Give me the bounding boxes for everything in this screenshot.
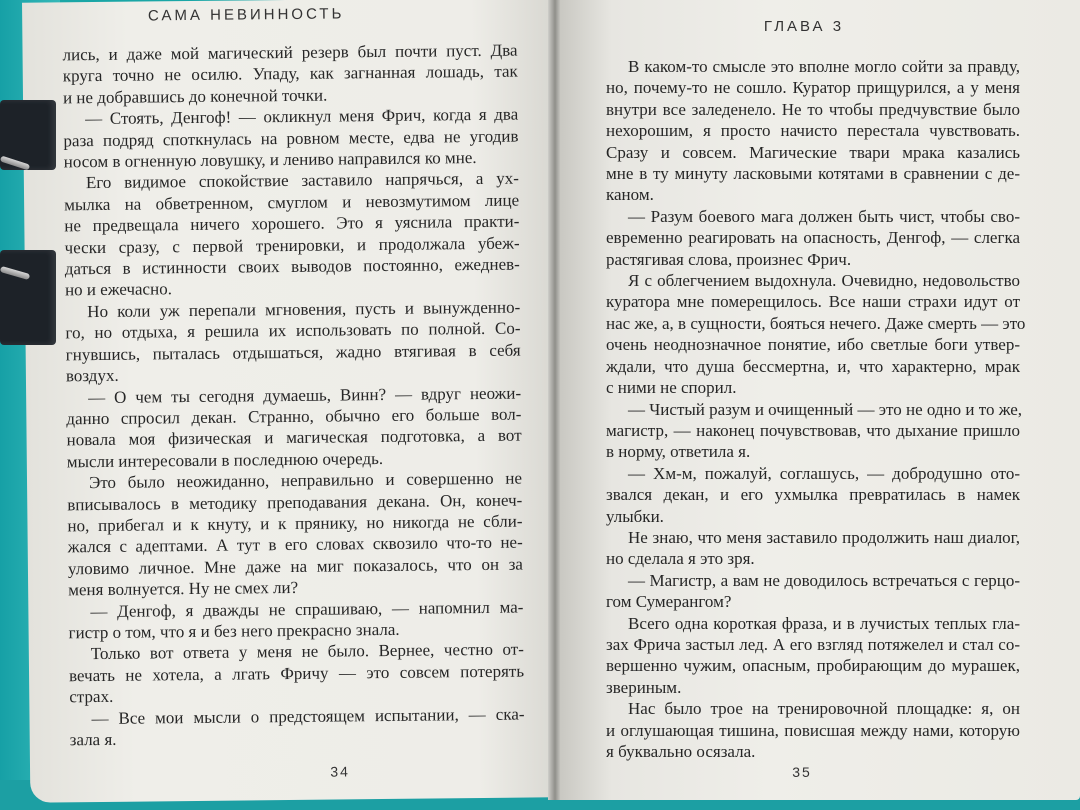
text-line: звериным. (606, 677, 682, 697)
text-line: с ними не спорил. (606, 378, 737, 398)
text-line: жался с адептами. А тут в его словах сквозило что-то не- (67, 532, 523, 557)
text-line: магистр, — наконец почувствовав, что дыхание пришло (606, 420, 1020, 440)
right-page (560, 0, 1080, 800)
running-head-right: ГЛАВА 3 (763, 18, 845, 35)
text-line: евременно реагировать на опасность, Денгоф, — слегка (606, 228, 1020, 248)
text-line: Только вот ответа у меня не было. Вернее, честно от- (90, 639, 524, 664)
page-number-left: 34 (330, 763, 350, 780)
text-line: страх. (69, 687, 114, 707)
text-line: Я с облегчением выдохнула. Очевидно, недовольство (628, 271, 1020, 291)
text-line: данно спросил декан. Странно, обычно его больше вол- (66, 404, 522, 429)
text-line: — Стоять, Денгоф! — окликнул меня Фрич, когда я два (85, 104, 519, 129)
text-line: вершенно чужим, опасным, пробирающим до мурашек, (606, 656, 1020, 676)
text-line: Не знаю, что меня заставило продолжить наш диалог, (628, 527, 1020, 547)
text-line: но, прибегал и к кнуту, и к прянику, но никогда не сбли- (67, 511, 523, 536)
text-line: мылка на обветренном, смуглом и невозмутимом лице (64, 190, 520, 215)
text-line: вписывалось в методику преподавания декана. Он, конеч- (67, 490, 523, 514)
text-line: Сразу и совсем. Магические твари мрака казались (606, 142, 1020, 162)
text-line: я буквально осязала. (606, 742, 756, 761)
text-line: — О чем ты сегодня думаешь, Винн? — вдруг неожи- (88, 383, 522, 407)
text-line: — Все мои мысли о предстоящем испытании, — ска- (91, 704, 525, 728)
text-line: в норму, ответила я. (606, 442, 751, 462)
text-line: зала я. (69, 729, 117, 750)
text-line: растягивая слова, произнес Фрич. (606, 249, 852, 269)
text-line: но и ежечасно. (64, 279, 172, 300)
text-line: ждали, что душа бессмертна, и, что характерно, мрак (606, 356, 1020, 376)
text-line: воздух. (65, 365, 119, 386)
text-line: и оглушающая тишина, повисшая между нами, которую (606, 720, 1020, 740)
text-line: го, но отдыха, я решила их использовать по полной. Со- (65, 318, 521, 343)
page-number-right: 35 (792, 764, 812, 780)
text-line: гистр о том, что я и без него прекрасно знала. (68, 619, 400, 643)
text-line: даться в истинности своих выводов постоянно, ежеднев- (64, 254, 520, 279)
text-line: Его видимое спокойствие заставило напрячься, а ух- (85, 169, 519, 193)
text-line: мысли интересовали в последнюю очередь. (66, 448, 384, 472)
text-line: звался декан, и его ухмылка превратилась в намек (606, 485, 1020, 505)
text-line: и не добравшись до конечной точки. (62, 85, 328, 108)
text-line: уловимо личное. Мне даже на миг показалось, что он за (67, 554, 524, 579)
text-line: гом Сумерангом? (606, 592, 732, 612)
text-line: Всего одна короткая фраза, и в лучистых теплых гла- (628, 613, 1020, 633)
binder-clip-bottom (0, 250, 56, 345)
text-line: очень неоднозначное понятие, ибо светлые боги утвер- (606, 335, 1020, 355)
text-line: В каком-то смысле это вполне могло сойти за правду, (628, 57, 1020, 76)
text-line: лись, и даже мой магический резерв был почти пуст. Два (62, 40, 518, 65)
text-line: вечать не хотела, а лгать Фричу — это совсем потерять (68, 661, 525, 686)
text-line: чески сразу, с первой тренировки, и продолжала убеж- (64, 233, 520, 257)
text-line: гнувшись, пыталась отдышаться, жадно втягивая в себя (65, 340, 521, 365)
text-line: Нас было трое на тренировочной площадке: я, он (628, 699, 1020, 719)
text-line: мне в ту минуту ласковыми котятами в сравнении с де- (606, 164, 1020, 184)
running-head-left: САМА НЕВИННОСТЬ (147, 5, 345, 25)
text-line: но, почему-то не сошло. Куратор прищурился, а у меня (606, 78, 1020, 98)
text-line: — Денгоф, я дважды не спрашиваю, — напомнил ма- (90, 597, 524, 621)
text-line: носом в огненную ловушку, и лениво направился ко мне. (63, 148, 477, 172)
left-page-text (62, 40, 524, 751)
left-page (22, 0, 558, 803)
text-line: круга точно не осилю. Упаду, как загнанная лошадь, так (62, 61, 518, 86)
text-line: нехорошим, я просто начисто перестала чувствовать. (606, 121, 1020, 141)
text-line: но сделала я это зря. (606, 549, 755, 569)
text-line: куратора мне померещилось. Все наши страхи идут от (606, 292, 1020, 312)
text-line: — Хм-м, пожалуй, соглашусь, — добродушно ото- (628, 463, 1020, 483)
text-line: меня волнуется. Ну не смех ли? (68, 578, 299, 600)
text-line: улыбки. (606, 506, 664, 526)
text-line: Но коли уж перепали мгновения, пусть и вынужденно- (87, 297, 521, 321)
text-line: — Магистр, а вам не доводилось встречаться с герцо- (628, 570, 1020, 590)
text-line: каном. (606, 185, 654, 205)
text-line: — Чистый разум и очищенный — это не одно и то же, (628, 399, 1023, 419)
text-line: новала моя физическая и магическая подготовка, а вот (66, 425, 522, 450)
text-line: Это было неожиданно, неправильно и совершенно не (88, 468, 523, 493)
right-page-text (606, 56, 1026, 762)
text-line: раза подряд споткнулась на ровном месте, едва не угодив (63, 126, 519, 150)
text-line: — Разум боевого мага должен быть чист, чтобы сво- (628, 206, 1020, 226)
text-line: нас же, а, в сущности, бояться нечего. Даже смерть — это (606, 313, 1026, 333)
text-line: не предвещала ничего хорошего. Это я уяснила практи- (64, 211, 520, 236)
text-line: зах Фрича застыл лед. А его взгляд потяжелел и стал со- (606, 634, 1020, 654)
text-line: внутри все заледенело. Не то чтобы предчувствие было (606, 99, 1020, 119)
